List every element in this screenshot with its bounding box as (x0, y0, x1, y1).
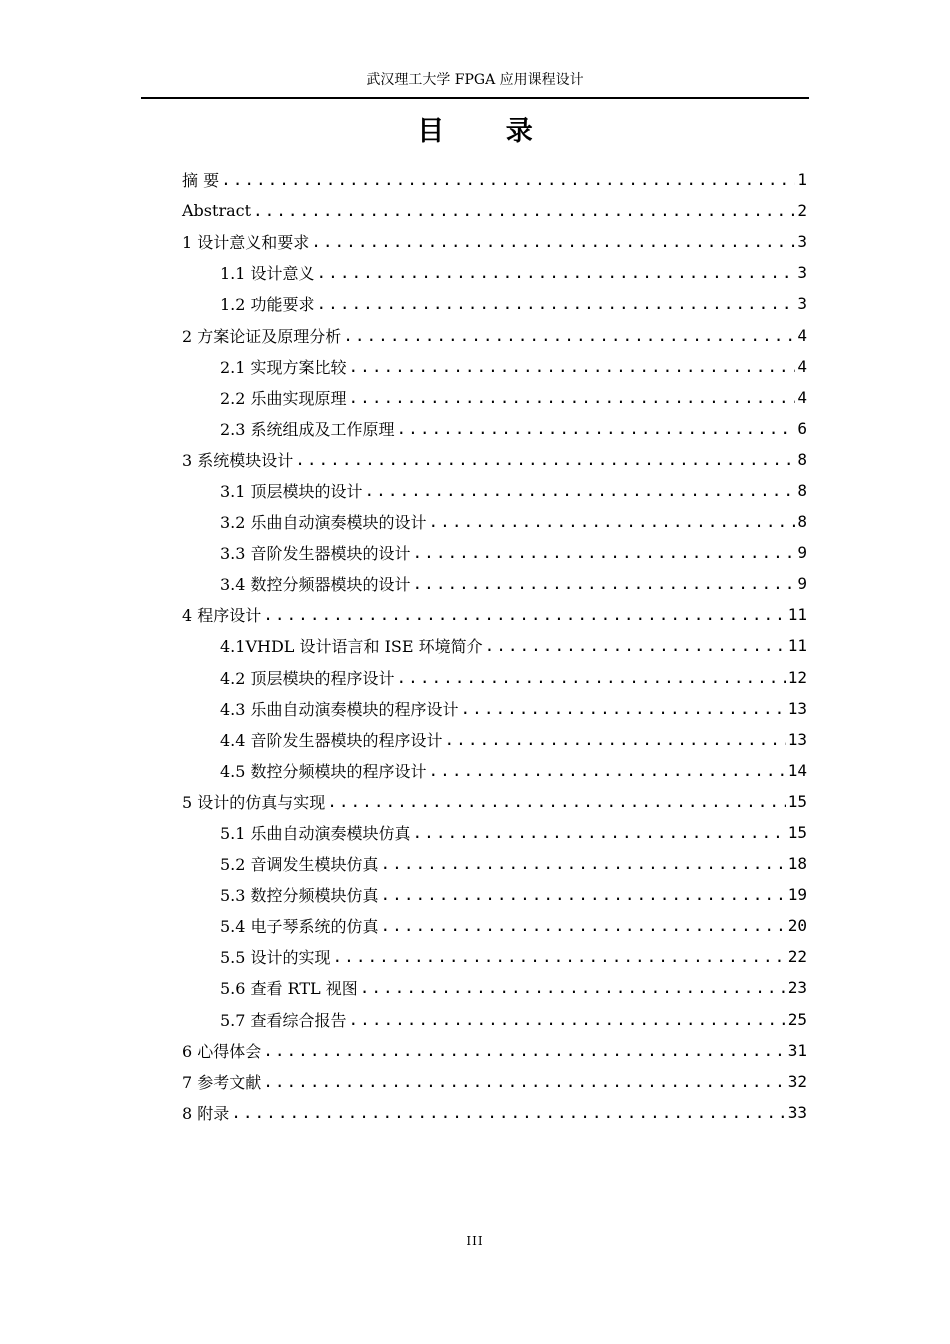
toc-entry-label: 3.2 乐曲自动演奏模块的设计 (220, 513, 427, 533)
toc-dot-leader (381, 854, 786, 873)
toc-dot-leader (413, 543, 796, 562)
toc-entry-page: 9 (797, 574, 807, 594)
toc-entry[interactable] (182, 319, 807, 350)
toc-entry-page: 3 (797, 232, 807, 252)
toc-entry[interactable] (182, 1004, 807, 1035)
toc-dot-leader (413, 823, 786, 842)
toc-entry-page: 11 (787, 636, 807, 656)
toc-entry-page: 3 (797, 263, 807, 283)
toc-entry-label: 5.1 乐曲自动演奏模块仿真 (220, 824, 411, 844)
toc-entry-page: 31 (787, 1040, 807, 1060)
toc-entry-label: 4.2 顶层模块的程序设计 (220, 668, 395, 688)
toc-title: 目 录 (417, 116, 559, 147)
toc-entry[interactable] (182, 879, 807, 910)
toc-dot-leader (263, 1041, 785, 1060)
toc-dot-leader (381, 885, 786, 904)
toc-entry-label: 5.5 设计的实现 (220, 948, 331, 968)
toc-entry[interactable] (182, 693, 807, 724)
toc-entry-label: 4.4 音阶发生器模块的程序设计 (220, 730, 443, 750)
toc-entry[interactable] (182, 910, 807, 941)
toc-entry[interactable] (182, 630, 807, 661)
toc-entry-page: 11 (787, 605, 807, 625)
toc-entry-page: 6 (797, 418, 807, 438)
toc-entry-page: 25 (787, 1009, 807, 1029)
toc-entry-label: 5.4 电子琴系统的仿真 (220, 917, 379, 937)
toc-dot-leader (413, 574, 796, 593)
toc-entry[interactable] (182, 941, 807, 972)
toc-dot-leader (253, 201, 795, 220)
toc-dot-leader (231, 1103, 785, 1122)
toc-entry-page: 4 (797, 387, 807, 407)
toc-dot-leader (381, 916, 786, 935)
toc-entry-page: 33 (787, 1102, 807, 1122)
toc-entry-page: 4 (797, 325, 807, 345)
toc-entry-label: 1 设计意义和要求 (182, 233, 310, 253)
toc-entry-label: 7 参考文献 (182, 1072, 262, 1092)
toc-dot-leader (397, 668, 786, 687)
toc-entry[interactable] (182, 382, 807, 413)
toc-entry-label: 1.2 功能要求 (220, 295, 315, 315)
toc-entry-label: 4.3 乐曲自动演奏模块的程序设计 (220, 699, 459, 719)
toc-entry[interactable] (182, 599, 807, 630)
toc-entry-page: 15 (787, 823, 807, 843)
toc-entry[interactable] (182, 662, 807, 693)
toc-entry-label: 摘 要 (182, 171, 220, 191)
toc-entry-page: 3 (797, 294, 807, 314)
toc-entry-page: 2 (797, 201, 807, 221)
page-number: III (466, 1234, 484, 1248)
toc-dot-leader (221, 170, 795, 189)
toc-dot-leader (445, 730, 786, 749)
toc-entry-label: 2.1 实现方案比较 (220, 357, 347, 377)
toc-entry[interactable] (182, 195, 807, 226)
toc-entry[interactable] (182, 537, 807, 568)
toc-entry[interactable] (182, 1035, 807, 1066)
toc-entry-page: 22 (787, 947, 807, 967)
toc-entry[interactable] (182, 786, 807, 817)
toc-entry-label: Abstract (182, 201, 252, 221)
toc-entry-page: 14 (787, 760, 807, 780)
toc-entry[interactable] (182, 226, 807, 257)
toc-entry-label: 8 附录 (182, 1103, 230, 1123)
toc-entry[interactable] (182, 568, 807, 599)
toc-entry[interactable] (182, 164, 807, 195)
toc-dot-leader (333, 947, 786, 966)
toc-entry-label: 3.1 顶层模块的设计 (220, 481, 363, 501)
toc-entry[interactable] (182, 817, 807, 848)
toc-entry[interactable] (182, 444, 807, 475)
toc-entry[interactable] (182, 1066, 807, 1097)
toc-entry-label: 3.3 音阶发生器模块的设计 (220, 544, 411, 564)
toc-dot-leader (295, 450, 795, 469)
toc-dot-leader (485, 636, 786, 655)
toc-dot-leader (397, 419, 796, 438)
toc-entry-page: 23 (787, 978, 807, 998)
toc-entry-page: 18 (787, 854, 807, 874)
toc-entry[interactable] (182, 506, 807, 537)
toc-dot-leader (349, 357, 796, 376)
toc-dot-leader (349, 388, 796, 407)
toc-entry[interactable] (182, 755, 807, 786)
toc-entry-page: 15 (787, 791, 807, 811)
toc-entry-page: 12 (787, 667, 807, 687)
toc-dot-leader (429, 512, 796, 531)
toc-dot-leader (317, 294, 796, 313)
toc-entry-label: 3.4 数控分频器模块的设计 (220, 575, 411, 595)
toc-entry-label: 4 程序设计 (182, 606, 262, 626)
toc-entry[interactable] (182, 1097, 807, 1128)
toc-entry-label: 4.1VHDL 设计语言和 ISE 环境简介 (220, 637, 483, 657)
toc-dot-leader (461, 699, 786, 718)
toc-dot-leader (343, 326, 795, 345)
toc-entry-page: 8 (797, 512, 807, 532)
page-header: 武汉理工大学 FPGA 应用课程设计 (366, 72, 584, 88)
toc-entry-label: 2.3 系统组成及工作原理 (220, 419, 395, 439)
toc-dot-leader (311, 232, 795, 251)
header-rule (141, 97, 809, 99)
toc-entry-label: 4.5 数控分频模块的程序设计 (220, 761, 427, 781)
toc-entry-page: 8 (797, 449, 807, 469)
toc-entry-label: 5.6 查看 RTL 视图 (220, 979, 358, 999)
toc-entry-label: 5.7 查看综合报告 (220, 1010, 347, 1030)
toc-entry[interactable] (182, 257, 807, 288)
toc-entry-page: 19 (787, 885, 807, 905)
toc-entry-label: 6 心得体会 (182, 1041, 262, 1061)
toc-entry[interactable] (182, 351, 807, 382)
toc-entry-page: 13 (787, 698, 807, 718)
toc-dot-leader (263, 605, 785, 624)
toc-entry-label: 2 方案论证及原理分析 (182, 326, 342, 346)
toc-dot-leader (327, 792, 785, 811)
toc-entry-label: 3 系统模块设计 (182, 450, 294, 470)
toc-entry-page: 32 (787, 1071, 807, 1091)
toc-entry[interactable] (182, 288, 807, 319)
toc-entry[interactable] (182, 475, 807, 506)
toc-dot-leader (317, 263, 796, 282)
toc-entry-label: 5.2 音调发生模块仿真 (220, 855, 379, 875)
toc-dot-leader (365, 481, 796, 500)
toc-entry[interactable] (182, 848, 807, 879)
toc-entry-label: 1.1 设计意义 (220, 264, 315, 284)
table-of-contents (182, 164, 807, 1128)
toc-entry-page: 1 (797, 170, 807, 190)
toc-dot-leader (360, 978, 786, 997)
toc-entry-page: 9 (797, 543, 807, 563)
toc-entry-page: 13 (787, 729, 807, 749)
toc-entry-page: 8 (797, 480, 807, 500)
toc-entry-page: 20 (787, 916, 807, 936)
toc-entry[interactable] (182, 972, 807, 1003)
toc-entry-label: 5.3 数控分频模块仿真 (220, 886, 379, 906)
toc-dot-leader (263, 1072, 785, 1091)
toc-dot-leader (349, 1010, 786, 1029)
toc-entry-label: 5 设计的仿真与实现 (182, 792, 326, 812)
toc-entry-page: 4 (797, 356, 807, 376)
toc-dot-leader (429, 761, 786, 780)
toc-entry[interactable] (182, 724, 807, 755)
toc-entry-label: 2.2 乐曲实现原理 (220, 388, 347, 408)
toc-entry[interactable] (182, 413, 807, 444)
